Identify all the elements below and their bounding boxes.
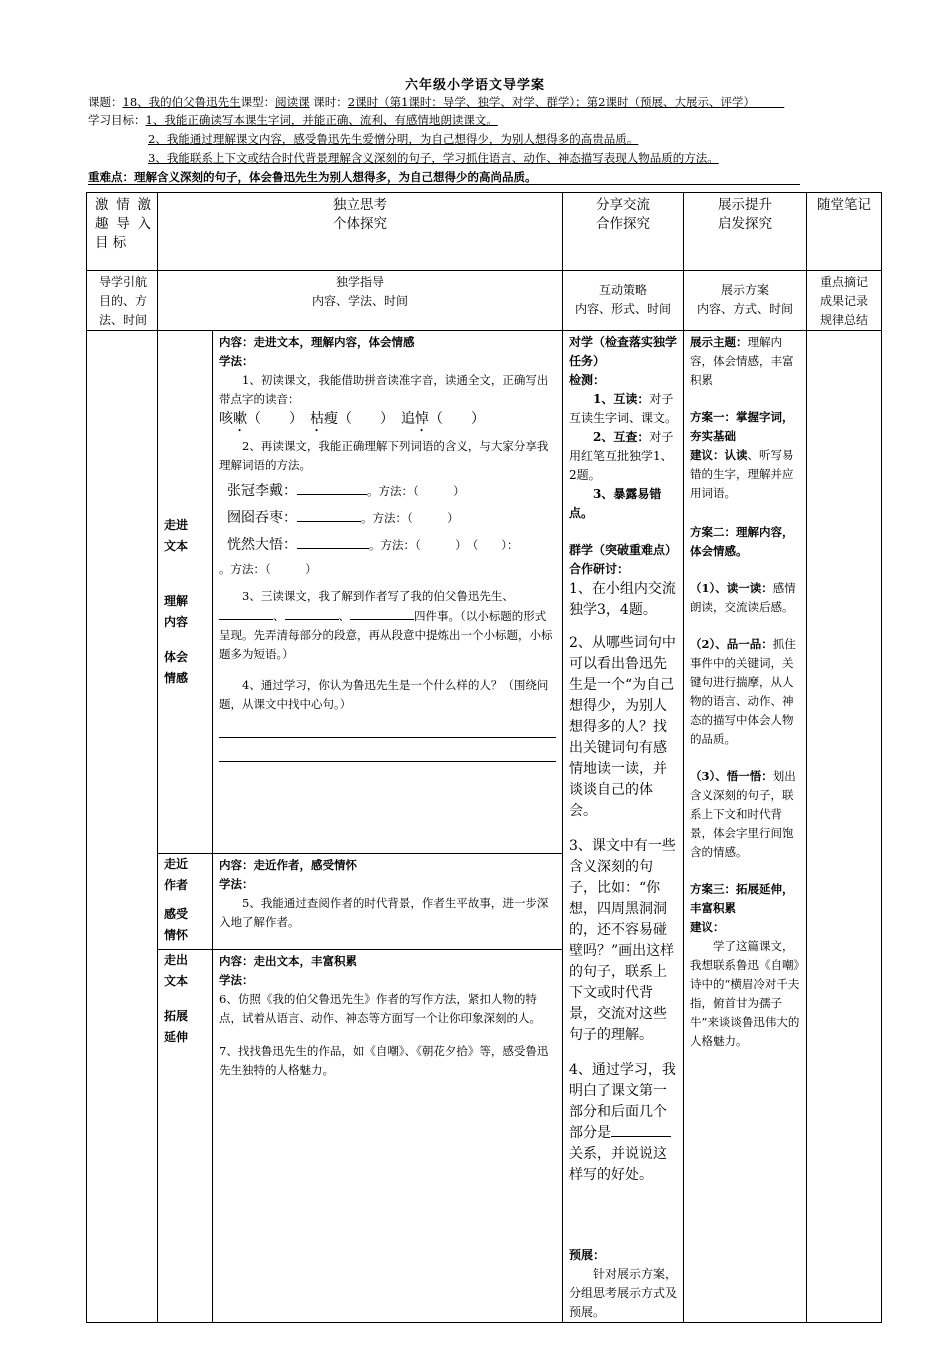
share-column <box>563 331 684 1323</box>
show-column <box>684 331 807 1323</box>
item-6: 6、仿照《我的伯父鲁迅先生》作者的写作方法，紧扣人物的特点，试着从语言、动作、神态等方面写一个让你印象深刻的人。 <box>219 992 541 1025</box>
share-qunxue: 群学（突破重难点） <box>569 543 678 557</box>
topic-value: 18、我的伯父鲁迅先生 <box>122 95 241 109</box>
subheader-show: 展示方案 内容、方式、时间 <box>684 271 807 331</box>
subheader-guide: 导学引航 目的、方法、时间 <box>87 271 158 331</box>
header-row <box>87 193 882 271</box>
header-independent: 独立思考 个体探究 <box>158 193 563 271</box>
item-7: 7、找找鲁迅先生的作品，如《自嘲》、《朝花夕拾》等，感受鲁迅先生独特的人格魅力。 <box>219 1044 549 1077</box>
show-p2-a: （1）、读一读：感情朗读，交流读后感。 <box>690 581 796 614</box>
header-notes: 随堂笔记 <box>807 193 882 271</box>
goals-label: 学习目标： <box>88 113 146 127</box>
item-5: 5、我能通过查阅作者的时代背景，作者生平故事，进一步深入地了解作者。 <box>219 896 549 929</box>
page-title: 六年级小学语文导学案 <box>404 78 545 93</box>
show-p1-title: 方案一：掌握字词，夯实基础 <box>690 410 794 443</box>
header-show: 展示提升 启发探究 <box>684 193 807 271</box>
share-s2: 2、互查：对子用红笔互批独学1、2题。 <box>569 430 674 482</box>
share-check: 检测： <box>569 373 606 387</box>
goal-1: 1、我能正确读写本课生字词，并能正确、流利、有感情地朗读课文。 <box>145 113 498 127</box>
item-4: 4、通过学习，你认为鲁迅先生是一个什么样的人？（围绕问题，从课文中找中心句。） <box>219 678 549 711</box>
goals-line-2 <box>148 131 638 147</box>
section-2-heading: 内容：走近作者，感受情怀 <box>219 858 357 872</box>
show-theme: 展示主题：理解内容，体会情感，丰富积累 <box>690 335 794 387</box>
show-p2-b: （2）、品一品：抓住事件中的关键词，关键句进行揣摩，从人物的语言、动作、神态的描写中体会人物的品质。 <box>690 637 796 746</box>
subheader-row <box>87 271 882 331</box>
share-q3: 3、课文中有一些含义深刻的句子，比如：“你想，四周黑洞洞的，还不容易碰壁吗？”画出这样的句子，联系上下文或时代背景，交流对这些句子的理解。 <box>569 838 676 1043</box>
item-2: 2、再读课文，我能正确理解下列词语的含义，与大家分享我理解词语的方法。 <box>219 439 549 472</box>
show-p2-title: 方案二：理解内容，体会情感。 <box>690 525 794 558</box>
show-p3-text: 学了这篇课文，我想联系鲁迅《自嘲》诗中的“横眉冷对千夫指，俯首甘为孺子牛”来谈谈鲁迅伟大的人格魅力。 <box>690 939 800 1048</box>
section-1-heading: 内容：走进文本，理解内容，体会情感 <box>219 335 415 349</box>
share-q2: 2、从哪些词句中可以看出鲁迅先生是一个“为自己想得少，为别人想得多的人？找出关键词句有感情地读一读，并谈谈自己的体会。 <box>569 635 676 819</box>
show-p1-text: 建议：认读、听写易错的生字，理解并应用词语。 <box>690 448 794 500</box>
share-q1: 1、在小组内交流独学3，4题。 <box>569 581 676 618</box>
section-1-row <box>87 331 882 854</box>
share-preview: 预展： <box>569 1248 606 1262</box>
section-1-method: 学法： <box>219 354 254 368</box>
word-3: 恍然大悟： 。方法：（ ） （ ）： <box>227 537 519 553</box>
share-s1: 1、互读：对子互读生字词、课文。 <box>569 392 678 425</box>
goal-3: 3、我能联系上下文或结合时代背景理解含义深刻的句子，学习抓住语言、动作、神态描写表现人物品质的方法。 <box>148 151 719 165</box>
notes-column <box>807 331 882 1323</box>
subheader-share: 互动策略 内容、形式、时间 <box>563 271 684 331</box>
share-s3: 3、暴露易错点。 <box>569 487 662 520</box>
show-p2-c: （3）、悟一悟：划出含义深刻的句子，联系上下文和时代背景，体会字里行间饱含的情感。 <box>690 769 796 859</box>
section-3-content <box>213 950 563 1323</box>
item-1: 1、初读课文，我能借助拼音读准字音，读通全文，正确写出带点字的读音： <box>219 373 549 406</box>
intro-column <box>87 331 158 1323</box>
section-2-content <box>213 854 563 950</box>
hours-label: 课时： <box>313 95 348 109</box>
pinyin-words: 咳嗽（ ） 枯瘦（ ） 追悼（ ） <box>219 411 485 427</box>
section-2-method: 学法： <box>219 877 254 891</box>
header-intro: 激 情 激 趣 导 入 目 标 <box>87 193 158 271</box>
answer-line-1 <box>219 716 556 738</box>
word-1: 张冠李戴： 。方法：（ ） <box>227 483 465 499</box>
share-preview-text: 针对展示方案，分组思考展示方式及预展。 <box>569 1267 678 1319</box>
hours-value: 2课时（第1课时：导学、独学、对学、群学）；第2课时（预展、大展示、评学） <box>347 95 755 109</box>
show-p3-title: 方案三：拓展延伸，丰富积累 <box>690 882 794 915</box>
type-value: 阅读课 <box>275 95 310 109</box>
goal-2: 2、我能通过理解课文内容，感受鲁迅先生爱憎分明，为自己想得少，为别人想得多的高贵品质。 <box>148 132 639 146</box>
study-table <box>86 192 882 1323</box>
goals-line-3 <box>148 150 719 166</box>
goals-line-1 <box>88 112 498 128</box>
word-2: 囫囵吞枣： 。方法：（ ） <box>227 510 459 526</box>
topic-line <box>88 94 784 110</box>
section-3-heading: 内容：走出文本，丰富积累 <box>219 954 357 968</box>
header-share: 分享交流 合作探究 <box>563 193 684 271</box>
item-3: 3、三读课文，我了解到作者写了我的伯父鲁迅先生、、 、 四件事。（以小标题的形式呈现。先弄清每部分的段意，再从段意中提炼出一个小标题，小标题多为短语。） <box>219 589 553 661</box>
type-label: 课型： <box>240 95 276 109</box>
section-3-method: 学法： <box>219 973 254 987</box>
share-coop: 合作研讨： <box>569 562 630 576</box>
section-1-label: 走进 文本 理解 内容 体会 情感 <box>158 331 213 854</box>
topic-label: 课题： <box>88 95 123 109</box>
section-2-label: 走近 作者 感受 情怀 <box>158 854 213 950</box>
key-underline <box>88 184 800 185</box>
subheader-notes: 重点摘记 成果记录 规律总结 <box>807 271 882 331</box>
answer-line-2 <box>219 740 556 762</box>
key-points: 重难点：理解含义深刻的句子，体会鲁迅先生为别人想得多，为自己想得少的高尚品质。 <box>88 170 537 184</box>
word-3-tail: 。方法：（ ） <box>219 562 317 576</box>
show-p3-sug: 建议： <box>690 920 725 934</box>
section-1-content <box>213 331 563 854</box>
subheader-independent: 独学指导 内容、学法、时间 <box>158 271 563 331</box>
share-q4: 4、通过学习，我明白了课文第一部分和后面几个部分是关系，并说说这样写的好处。 <box>569 1062 676 1183</box>
share-duixue: 对学（检查落实独学任务） <box>569 335 678 368</box>
section-3-label: 走出 文本 拓展 延伸 <box>158 950 213 1323</box>
